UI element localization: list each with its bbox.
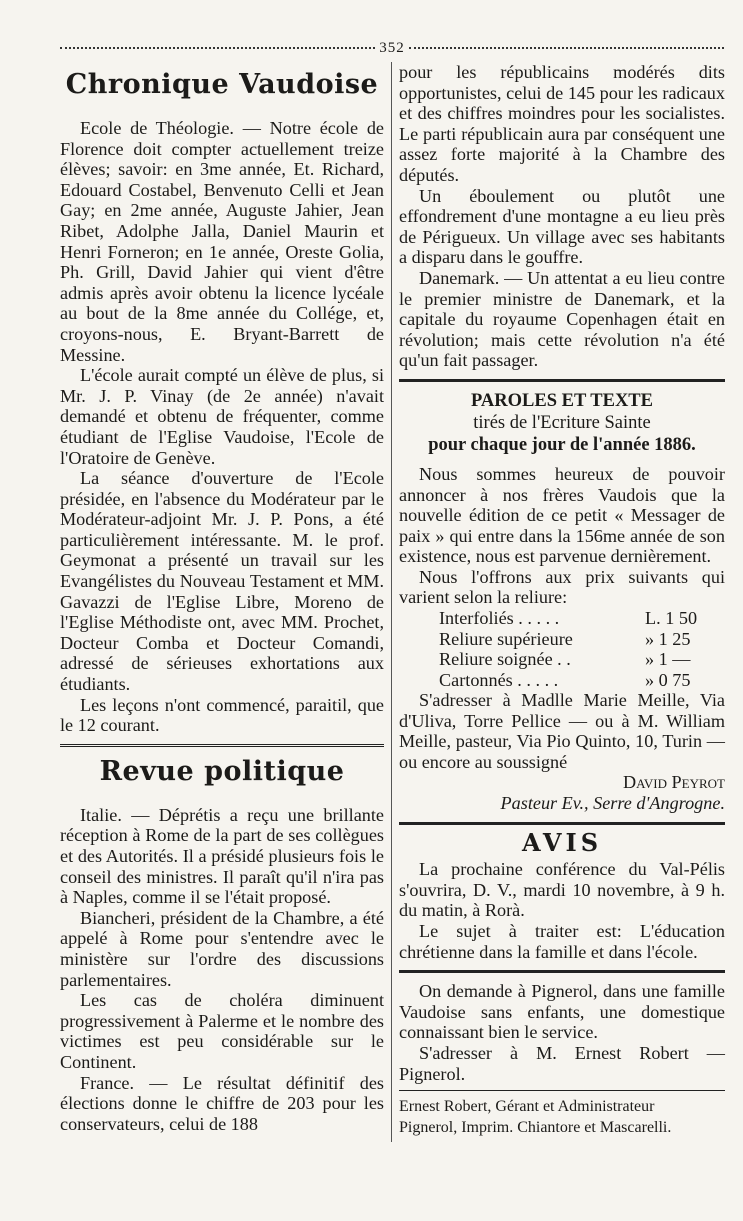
paragraph: Biancheri, président de la Chambre, a été appelé à Rome pour s'entendre avec le ministère sur l'ordre des discussions parlementaires.	[60, 907, 384, 990]
dotted-rule-right	[409, 47, 724, 49]
signature-title: Pasteur Ev., Serre d'Angrogne.	[500, 793, 725, 814]
paragraph: pour les républicains modérés dits opportunistes, celui de 145 pour les radicaux et des chiffres moindres pour les socialistes. Le parti républicain aura par conséquent une assez forte majorité à la Chambre des députés.	[399, 62, 725, 185]
price-label: Interfoliés . . . . .	[439, 608, 560, 629]
signature-name: David Peyrot	[623, 772, 725, 793]
paragraph: L'école aurait compté un élève de plus, si Mr. J. P. Vinay (de 2e année) n'avait demandé et obtenu de fréquenter, comme étudiant de l'Eglise Vaudoise, l'Ecole de l'Oratoire de Genève.	[60, 365, 384, 468]
price-row	[399, 608, 725, 629]
right-column	[399, 62, 725, 1138]
price-label: Reliure soignée . .	[439, 649, 571, 670]
paragraph: S'adresser à M. Ernest Robert — Pignerol.	[399, 1042, 725, 1084]
paragraph: Italie. — Déprétis a reçu une brillante réception à Rome de la part de ses collègues et des Autorités. Il a présidé plusieurs fois le conseil des ministres. Il paraît qu'il n'ira pas à Naples, comme il se l'était proposé.	[60, 804, 384, 908]
price-row	[399, 670, 725, 691]
section-rule	[60, 744, 384, 747]
paragraph: La prochaine conférence du Val-Pélis s'ouvrira, D. V., mardi 10 novembre, à 9 h. du matin, à Rorà.	[399, 859, 725, 921]
avis-title: AVIS	[521, 827, 603, 857]
paragraph: Le sujet à traiter est: L'éducation chrétienne dans la famille et dans l'école.	[399, 921, 725, 962]
heading-tires: tirés de l'Ecriture Sainte	[473, 412, 651, 433]
section-title-revue: Revue politique	[99, 755, 345, 787]
price-row	[399, 649, 725, 670]
column-separator	[391, 62, 392, 1142]
section-rule	[399, 822, 725, 825]
price-label: Cartonnés . . . . .	[439, 669, 559, 690]
paragraph: Nous l'offrons aux prix suivants qui varient selon la reliure:	[399, 566, 725, 608]
paragraph: Les leçons n'ont commencé, paraitil, que le 12 courant.	[60, 694, 384, 736]
price-value: » 1 25	[645, 628, 691, 649]
price-row	[399, 629, 725, 650]
price-value: » 0 75	[645, 669, 691, 690]
paragraph: On demande à Pignerol, dans une famille Vaudoise sans enfants, une domestique connaissant bien le service.	[399, 981, 725, 1043]
paragraph: France. — Le résultat définitif des élections donne le chiffre de 203 pour les conservateurs, celui de 188	[60, 1072, 384, 1134]
section-rule	[399, 970, 725, 973]
footer-imprim: Pignerol, Imprim. Chiantore et Mascarelli.	[399, 1118, 672, 1136]
left-column	[60, 62, 384, 1134]
section-rule	[399, 379, 725, 382]
heading-paroles: PAROLES ET TEXTE	[471, 390, 653, 411]
page-number: 352	[379, 39, 405, 56]
section-rule	[399, 1090, 725, 1091]
paragraph: Danemark. — Un attentat a eu lieu contre le premier ministre de Danemark, et la capitale du royaume Copenhagen était en révolution; mais cette révolution n'a été qu'un fait passager.	[399, 267, 725, 371]
dotted-rule-left	[60, 47, 375, 49]
paragraph: S'adresser à Madlle Marie Meille, Via d'Uliva, Torre Pellice — ou à M. William Meille, pasteur, Via Pio Quinto, 10, Turin — ou encore au soussigné	[399, 690, 725, 772]
footer-gerant: Ernest Robert, Gérant et Administrateur	[399, 1098, 655, 1116]
price-value: » 1 —	[645, 649, 691, 670]
paragraph: Les cas de choléra diminuent progressivement à Palerme et le nombre des victimes est peu considérable sur le Continent.	[60, 990, 384, 1072]
section-title-chronique: Chronique Vaudoise	[65, 69, 379, 100]
paragraph: Ecole de Théologie. — Notre école de Florence doit compter actuellement treize élèves; savoir: en 3me année, Et. Richard, Edouard Costabel, Benvenuto Celli et Jean Gay; en 2me année, Auguste Jahier, Jean Ribet, Adolphe Jalla, Daniel Maurin et Henri Forneron; en 1e année, Oreste Golia, Ph. Grill, David Jahier qui vient d'être admis après avoir obtenu la licence lycéale au bout de la 8me année du Collége, et, croyons-nous, E. Bryant-Barrett de Messine.	[60, 118, 384, 365]
heading-annee: pour chaque jour de l'année 1886.	[428, 434, 696, 455]
price-label: Reliure supérieure	[439, 628, 573, 649]
paragraph: Un éboulement ou plutôt une effondrement d'une montagne a eu lieu près de Périgueux. Un village avec ses habitants a disparu dans le gouffre.	[399, 185, 725, 268]
page-number-bar	[60, 38, 724, 58]
price-value: L. 1 50	[645, 608, 698, 629]
paragraph: La séance d'ouverture de l'Ecole présidée, en l'absence du Modérateur par le Modérateur-adjoint Mr. J. P. Pons, a été particulièrement intéressante. M. le prof. Geymonat a présenté un travail sur les Evangélistes du Nouveau Testament et MM. Gavazzi de l'Eglise Libre, Moreno de l'Eglise Méthodiste ont, avec MM. Prochet, Docteur Comba et Docteur Comandi, adressé de sérieuses exhortations aux étudiants.	[60, 468, 384, 695]
paragraph: Nous sommes heureux de pouvoir annoncer à nos frères Vaudois que la nouvelle édition de ce petit « Messager de paix » qui entre dans la 156me année de son existence, nous est parvenue dernièrement.	[399, 463, 725, 567]
